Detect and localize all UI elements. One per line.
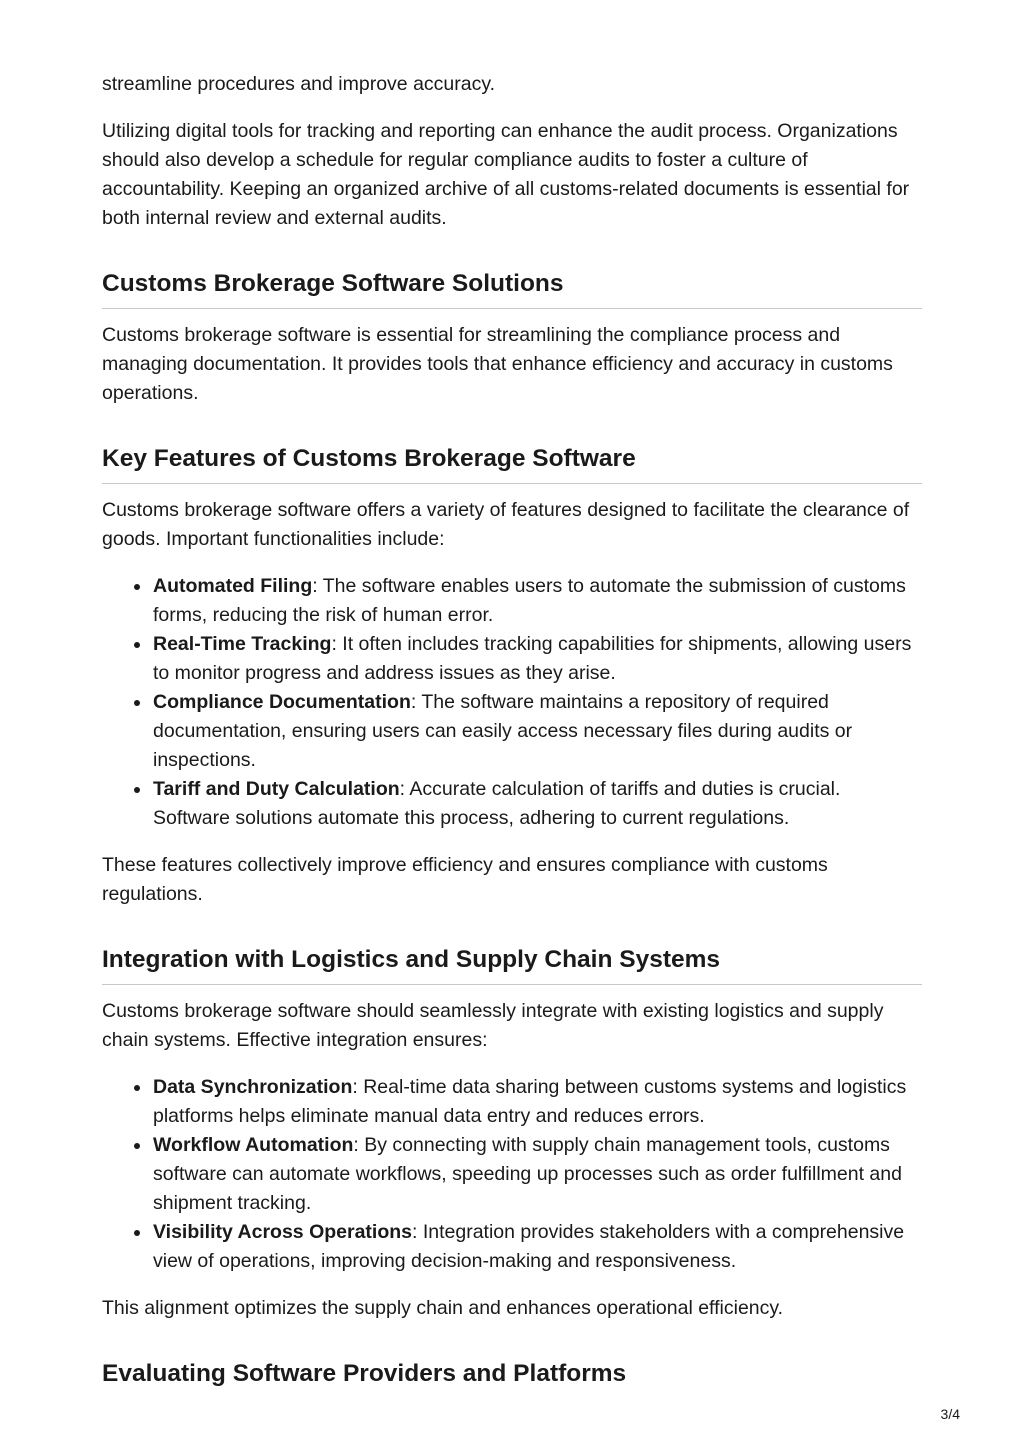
list-item-term: Compliance Documentation xyxy=(153,691,411,713)
bullet-icon xyxy=(134,642,140,648)
intro-paragraph: Utilizing digital tools for tracking and reporting can enhance the audit process. Organizations should also develop a schedule for regular compliance audits to foster a culture of accountability. Keeping an organized archive of all customs-related documents is essential for both internal review and external audits. xyxy=(102,120,910,229)
list-item xyxy=(153,1218,922,1276)
section-heading-software-solutions: Customs Brokerage Software Solutions xyxy=(102,268,922,309)
section-body-integration: Customs brokerage software should seamlessly integrate with existing logistics and supply chain systems. Effective integration ensures: xyxy=(102,1000,884,1051)
list-item-text: : Integration provides stakeholders with a comprehensive view of operations, improving decision-making and responsiveness. xyxy=(153,1221,905,1272)
integration-list xyxy=(102,1073,922,1276)
bullet-icon xyxy=(134,1143,140,1149)
list-item-text: : The software maintains a repository of required documentation, ensuring users can easily access necessary files during audits or inspections. xyxy=(153,691,853,771)
list-item xyxy=(153,1073,922,1131)
section-closing-integration: This alignment optimizes the supply chain and enhances operational efficiency. xyxy=(102,1297,784,1319)
list-item xyxy=(153,688,922,775)
section-closing-key-features: These features collectively improve efficiency and ensures compliance with customs regulations. xyxy=(102,854,828,905)
list-item xyxy=(153,775,922,833)
list-item-text: : Accurate calculation of tariffs and duties is crucial. Software solutions automate this process, adhering to current regulations. xyxy=(153,778,841,829)
section-body-key-features: Customs brokerage software offers a variety of features designed to facilitate the clearance of goods. Important functionalities include: xyxy=(102,499,910,550)
list-item-term: Tariff and Duty Calculation xyxy=(153,778,400,800)
list-item-term: Workflow Automation xyxy=(153,1134,354,1156)
list-item-text: : It often includes tracking capabilities for shipments, allowing users to monitor progress and address issues as they arise. xyxy=(153,633,912,684)
section-heading-key-features: Key Features of Customs Brokerage Software xyxy=(102,443,922,484)
list-item xyxy=(153,1131,922,1218)
list-item-term: Real-Time Tracking xyxy=(153,633,332,655)
bullet-icon xyxy=(134,700,140,706)
section-heading-evaluating-providers: Evaluating Software Providers and Platforms xyxy=(102,1360,627,1387)
bullet-icon xyxy=(134,787,140,793)
list-item xyxy=(153,630,922,688)
list-item xyxy=(153,572,922,630)
list-item-text: : The software enables users to automate the submission of customs forms, reducing the risk of human error. xyxy=(153,575,906,626)
bullet-icon xyxy=(134,584,140,590)
section-heading-integration: Integration with Logistics and Supply Chain Systems xyxy=(102,944,922,985)
intro-fragment: streamline procedures and improve accuracy. xyxy=(102,73,496,95)
list-item-term: Data Synchronization xyxy=(153,1076,353,1098)
list-item-term: Automated Filing xyxy=(153,575,313,597)
bullet-icon xyxy=(134,1085,140,1091)
page-number: 3/4 xyxy=(940,1406,960,1422)
section-body-software-solutions: Customs brokerage software is essential for streamlining the compliance process and managing documentation. It provides tools that enhance efficiency and accuracy in customs operations. xyxy=(102,324,893,404)
list-item-term: Visibility Across Operations xyxy=(153,1221,413,1243)
list-item-text: : Real-time data sharing between customs systems and logistics platforms helps eliminate manual data entry and reduces errors. xyxy=(153,1076,907,1127)
bullet-icon xyxy=(134,1230,140,1236)
document-page xyxy=(102,70,922,1398)
key-features-list xyxy=(102,572,922,833)
list-item-text: : By connecting with supply chain management tools, customs software can automate workflows, speeding up processes such as order fulfillment and shipment tracking. xyxy=(153,1134,902,1214)
